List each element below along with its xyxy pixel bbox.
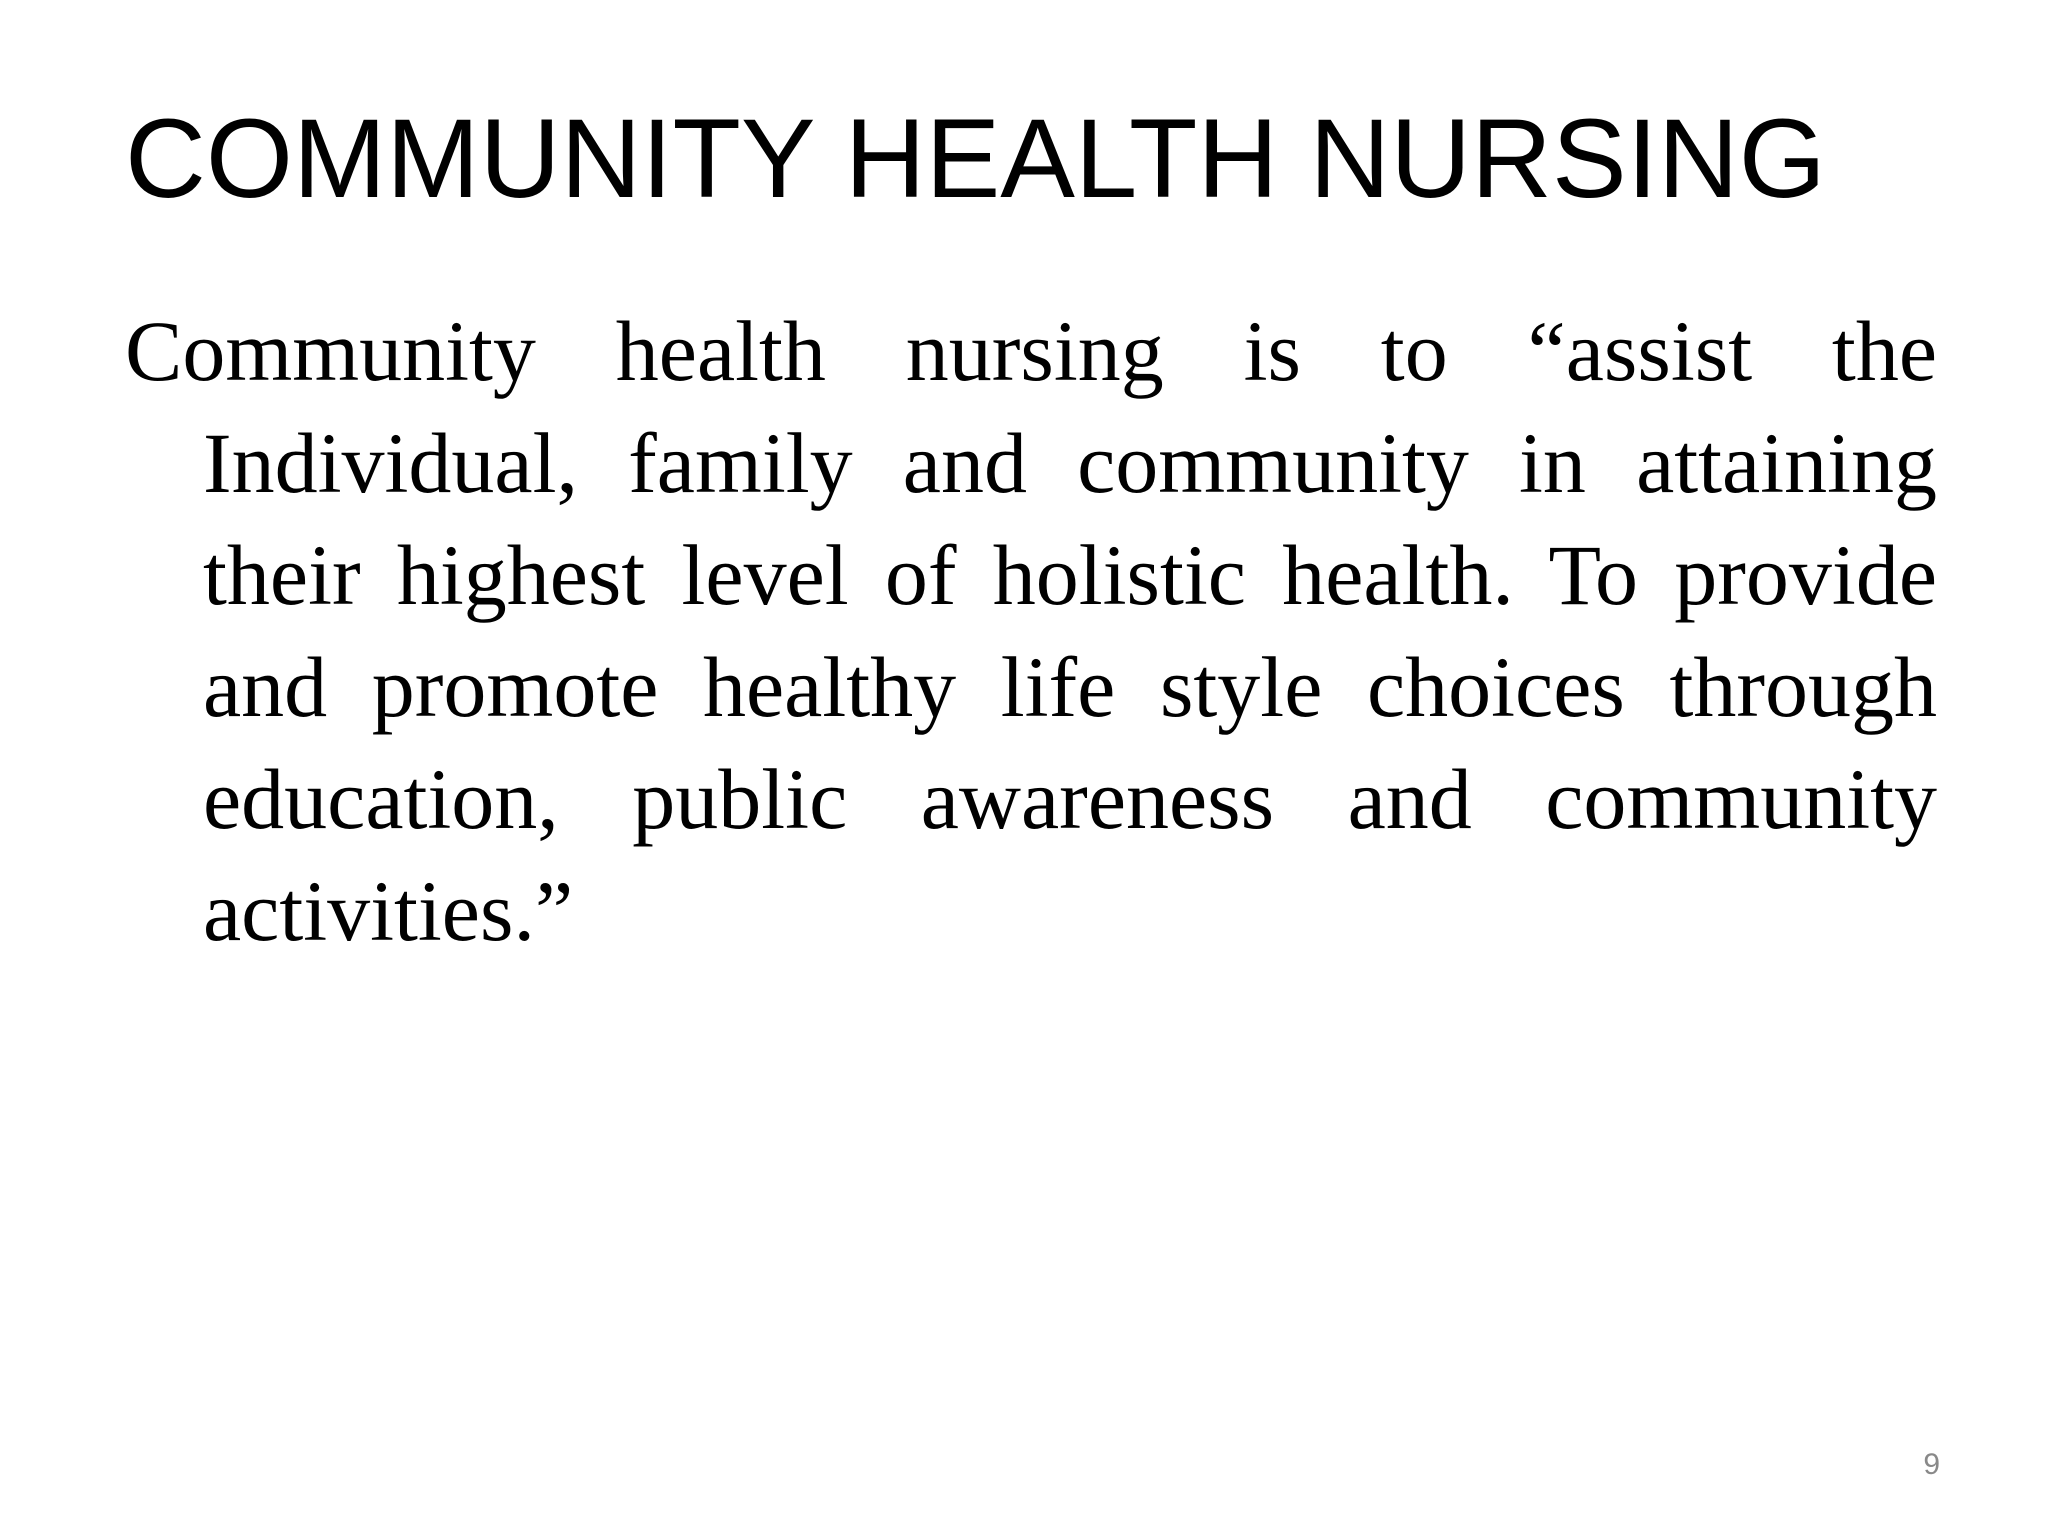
page-number: 9 bbox=[1923, 1448, 1940, 1481]
slide-body-text: Community health nursing is to “assist the Individual, family and community in attaining their highest level of holistic health. To provide and promote healthy life style choices through education, public awareness and community activities.” bbox=[125, 303, 1937, 959]
slide-title: COMMUNITY HEALTH NURSING bbox=[125, 96, 1826, 221]
